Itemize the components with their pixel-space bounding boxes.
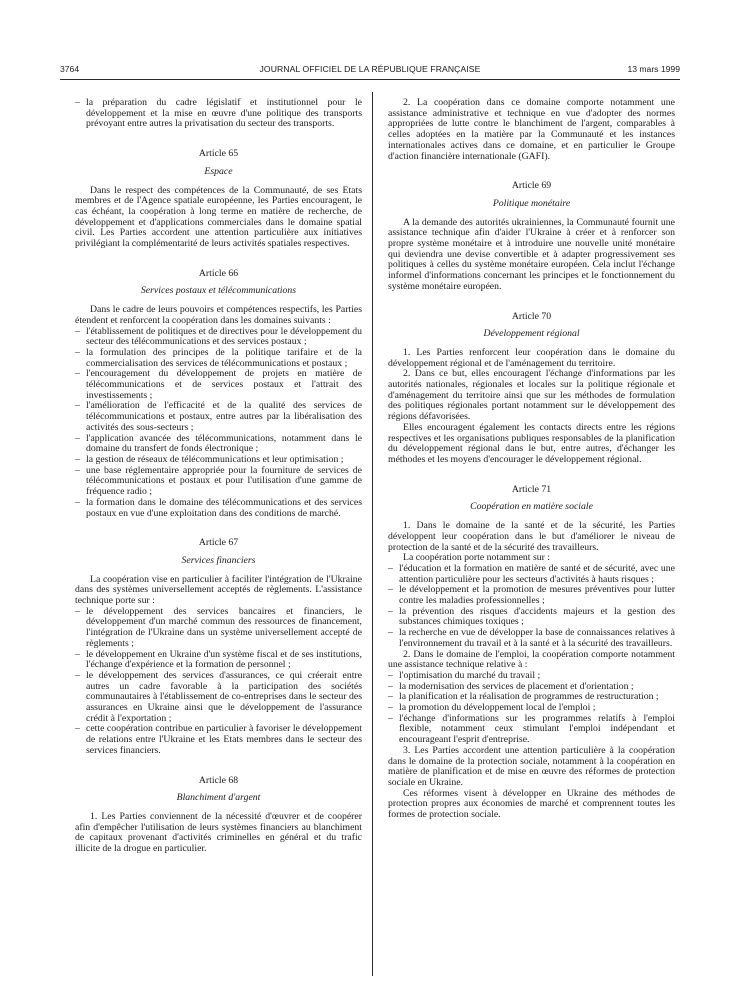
article-70-subtitle: Développement régional	[483, 328, 580, 340]
article-71-paragraph-3: 3. Les Parties accordent une attention particulière à la coopération dans le domaine de la protection sociale, notamment à la coopération en matière de planification et de mise en œuvre des réformes de protection sociale en Ukraine.	[388, 744, 675, 788]
article-68-paragraph-2: 2. La coopération dans ce domaine comporte notamment une assistance administrative et technique en vue d'adopter des normes appropriées de lutte contre le blanchiment de l'argent, comparables à celles adoptées en la matière par la Communauté et les instances internationales actives dans ce domaine, et en particulier le Groupe d'action financière internationale (GAFI).	[388, 97, 675, 162]
article-71-paragraph-4: Ces réformes visent à développer en Ukraine des méthodes de protection propres aux économies de marché et comprennent toutes les formes de protection sociale.	[388, 787, 675, 821]
article-66-paragraph: Dans le cadre de leurs pouvoirs et compétences respectifs, les Parties étendent et renforcent la coopération dans les domaines suivants :	[75, 304, 362, 326]
list-item: – le développement des services d'assurances, ce qui créerait entre autres un cadre favorable à la participation des sociétés communautaires à l'établissement de co-entreprises dans le secteur des assurances en Ukraine ainsi que le développement de l'assurance crédit à l'exportation ;	[75, 671, 362, 725]
list-item: – l'encouragement du développement de projets en matière de télécommunications et de services postaux et l'attrait des investissements ;	[75, 369, 362, 401]
article-70-heading: Article 70	[511, 310, 552, 322]
article-69-heading: Article 69	[511, 180, 552, 192]
page-number: 3764	[60, 64, 80, 74]
list-item: – la préparation du cadre législatif et institutionnel pour le développement et la mise en œuvre d'une politique des transports prévoyant entre autres la privatisation du secteur des transports.	[75, 98, 362, 130]
list-item: – l'amélioration de l'efficacité et de la qualité des services de télécommunications et postaux, entre autres par la libéralisation des activités des sous-secteurs ;	[75, 401, 362, 433]
list-item: – la formulation des principes de la politique tarifaire et de la commercialisation des services de télécommunications et postaux ;	[75, 348, 362, 369]
article-68-heading: Article 68	[198, 774, 239, 786]
article-66-list	[75, 327, 362, 520]
article-70-paragraph-1: 1. Les Parties renforcent leur coopération dans le domaine du développement régional et de l'aménagement du territoire.	[388, 346, 675, 369]
list-item: – la gestion de réseaux de télécommunications et leur optimisation ;	[75, 455, 362, 466]
article-67-list	[75, 607, 362, 757]
article-67-paragraph: La coopération vise en particulier à faciliter l'intégration de l'Ukraine dans des systèmes universellement acceptés de règlements. L'assistance technique porte sur :	[75, 573, 362, 607]
page-header	[60, 62, 680, 76]
article-68-paragraph-1: 1. Les Parties conviennent de la nécessité d'œuvrer et de coopérer afin d'empêcher l'utilisation de leurs systèmes financiers au blanchiment de capitaux provenant d'activités criminelles en général et du trafic illicite de la drogue en particulier.	[75, 810, 362, 855]
article-71-list-intro: La coopération porte notamment sur :	[403, 552, 551, 564]
list-item: – le développement en Ukraine d'un système fiscal et de ses institutions, l'échange d'expérience et la formation de personnel ;	[75, 650, 362, 671]
list-item: – la promotion du développement local de l'emploi ;	[388, 703, 675, 714]
list-item: – la prévention des risques d'accidents majeurs et la gestion des substances chimiques toxiques ;	[388, 607, 675, 628]
list-item: – l'optimisation du marché du travail ;	[388, 671, 675, 682]
article-71-paragraph-1: 1. Dans le domaine de la santé et de la sécurité, les Parties développent leur coopération dans le but d'améliorer le niveau de protection de la santé et de la sécurité des travailleurs.	[388, 520, 675, 553]
article-66-subtitle: Services postaux et télécommunications	[140, 285, 297, 297]
article-65-paragraph: Dans le respect des compétences de la Communauté, de ses Etats membres et de l'Agence spatiale européenne, les Parties encouragent, le cas échéant, la coopération à long terme en matière de recherche, de développement et d'applications commerciales dans le domaine spatial civil. Les Parties accordent une attention particulière aux initiatives privilégiant la complémentarité de leurs activités spatiales respectives.	[75, 184, 362, 250]
left-column	[75, 98, 362, 855]
column-divider	[372, 92, 373, 976]
list-item: – le développement et la promotion de mesures préventives pour lutter contre les maladies professionnelles ;	[388, 585, 675, 606]
article-69-subtitle: Politique monétaire	[492, 197, 571, 209]
list-item: – l'éducation et la formation en matière de santé et de sécurité, avec une attention particulière pour les secteurs d'activités à hauts risques ;	[388, 564, 675, 585]
list-item: – la planification et la réalisation de programmes de restructuration ;	[388, 692, 675, 703]
issue-date: 13 mars 1999	[627, 64, 680, 74]
journal-title: JOURNAL OFFICIEL DE LA RÉPUBLIQUE FRANÇAISE	[259, 64, 481, 74]
list-item: – la formation dans le domaine des télécommunications et des services postaux en vue d'une exploitation dans des conditions de marché.	[75, 498, 362, 519]
article-69-paragraph: A la demande des autorités ukrainiennes, la Communauté fournit une assistance technique afin d'aider l'Ukraine à créer et à renforcer son propre système monétaire et à introduire une nouvelle unité monétaire qui deviendra une devise convertible et à adapter progressivement ses politiques à celles du système monétaire européen. Cela inclut l'échange informel d'informations concernant les principes et le fonctionnement du système monétaire européen.	[388, 216, 675, 292]
article-67-subtitle: Services financiers	[181, 554, 256, 566]
intro-list	[75, 98, 362, 130]
article-67-heading: Article 67	[198, 537, 239, 549]
article-70-paragraph-2: 2. Dans ce but, elles encouragent l'échange d'informations par les autorités nationales, régionales et locales sur la politique régionale et d'aménagement du territoire ainsi que sur les méthodes de formulation des politiques régionales portant notamment sur le développement des régions défavorisées.	[388, 368, 675, 423]
list-item: – l'établissement de politiques et de directives pour le développement du secteur des télécommunications et des services postaux ;	[75, 327, 362, 348]
right-column	[388, 98, 675, 821]
article-65-subtitle: Espace	[204, 165, 233, 177]
list-item: – l'échange d'informations sur les programmes relatifs à l'emploi flexible, notamment ceux stimulant l'emploi indépendant et encourageant l'esprit d'entreprise.	[388, 714, 675, 746]
list-item: – l'application avancée des télécommunications, notamment dans le domaine du transfert de fonds électronique ;	[75, 434, 362, 455]
article-66-heading: Article 66	[198, 267, 239, 279]
article-71-list-2	[388, 671, 675, 746]
list-item: – cette coopération contribue en particulier à favoriser le développement de relations entre l'Ukraine et les Etats membres dans le secteur des services financiers.	[75, 724, 362, 756]
article-71-paragraph-2: 2. Dans le domaine de l'emploi, la coopération comporte notamment une assistance technique relative à :	[388, 648, 675, 671]
article-65-heading: Article 65	[198, 148, 239, 160]
article-71-subtitle: Coopération en matière sociale	[470, 501, 593, 513]
list-item: – la recherche en vue de développer la base de connaissances relatives à l'environnement du travail et à la santé et à la sécurité des travailleurs.	[388, 628, 675, 649]
list-item: – le développement des services bancaires et financiers, le développement d'un marché commun des ressources de financement, l'intégration de l'Ukraine dans un système universellement accepté de règlements ;	[75, 607, 362, 650]
article-68-subtitle: Blanchiment d'argent	[176, 792, 261, 804]
list-item: – la modernisation des services de placement et d'orientation ;	[388, 682, 675, 693]
article-71-heading: Article 71	[511, 483, 552, 495]
article-70-paragraph-3: Elles encouragent également les contacts directs entre les régions respectives et les organisations publiques responsables de la planification du développement régional dans le but, entre autres, d'échanger les méthodes et les moyens d'encourager le développement régional.	[388, 421, 675, 465]
article-71-list-1	[388, 564, 675, 650]
header-rule	[60, 79, 680, 80]
list-item: – une base réglementaire appropriée pour la fourniture de services de télécommunications et postaux et pour l'utilisation d'une gamme de fréquence radio ;	[75, 466, 362, 498]
